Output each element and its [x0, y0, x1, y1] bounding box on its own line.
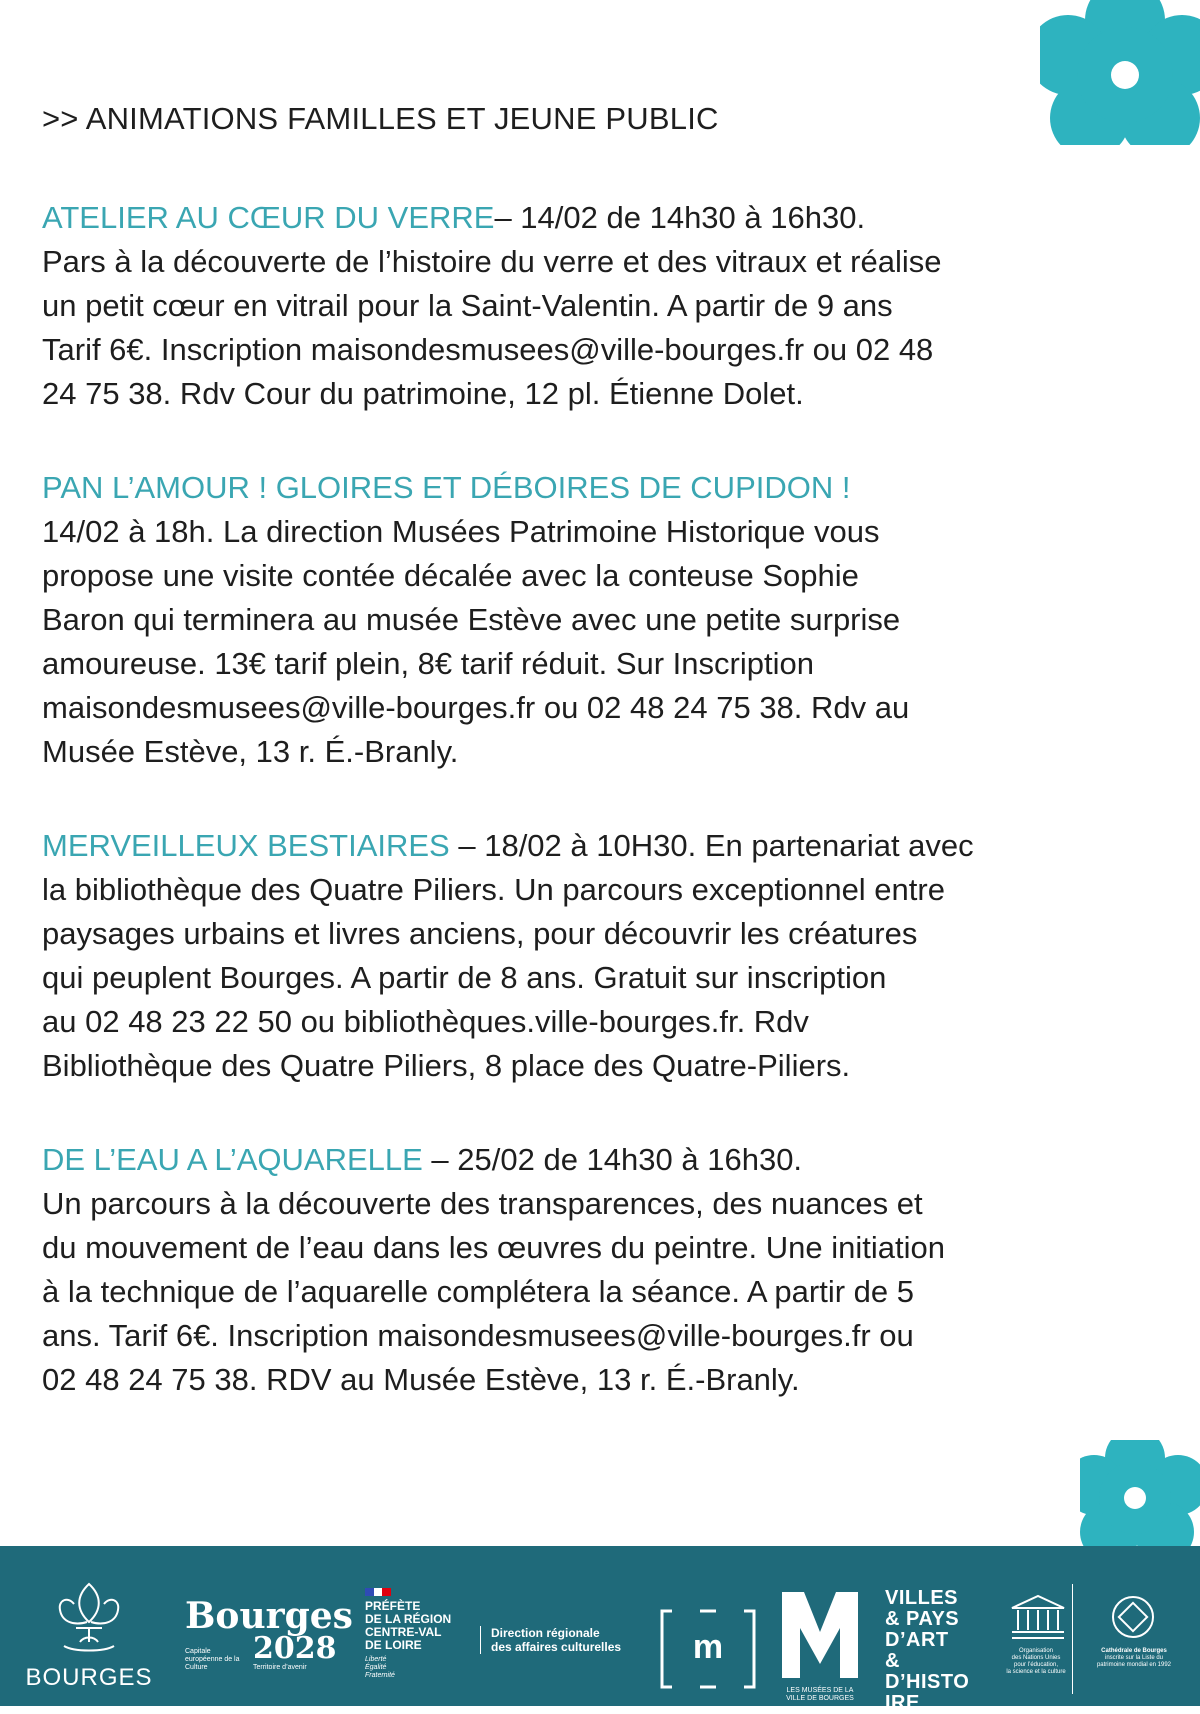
event-eau-aquarelle	[42, 1138, 1172, 1402]
event-text-line: Un parcours à la découverte des transparences, des nuances et	[42, 1186, 923, 1221]
event-atelier-verre	[42, 196, 1172, 416]
event-name: ATELIER AU CŒUR DU VERRE	[42, 200, 495, 235]
event-text-line: 24 75 38. Rdv Cour du patrimoine, 12 pl. Étienne Dolet.	[42, 376, 804, 411]
bourges-2028-word: Bourges	[185, 1595, 353, 1637]
event-text-line: du mouvement de l’eau dans les œuvres du peintre. Une initiation	[42, 1230, 945, 1265]
prefecture-line: DE LOIRE	[365, 1638, 422, 1652]
bourges-logo	[14, 1576, 164, 1696]
villes-line: VILLES	[885, 1587, 959, 1609]
drac-line: Direction régionale	[491, 1626, 600, 1640]
event-text-line: – 18/02 à 10H30. En partenariat avec	[449, 828, 974, 863]
event-text-line: Baron qui terminera au musée Estève avec une petite surprise	[42, 602, 901, 637]
event-text-line: qui peuplent Bourges. A partir de 8 ans. Gratuit sur inscription	[42, 960, 887, 995]
heritage-label: patrimoine mondial en 1992	[1096, 1662, 1172, 1668]
unesco-label: pour l’éducation,	[1013, 1662, 1059, 1668]
maison-des-musees-logo	[660, 1609, 756, 1689]
event-text-line: la bibliothèque des Quatre Piliers. Un parcours exceptionnel entre	[42, 872, 945, 907]
prefecture-line: CENTRE-VAL	[365, 1625, 442, 1639]
world-heritage-icon	[1110, 1594, 1156, 1640]
event-merveilleux-bestiaires	[42, 824, 1172, 1088]
villes-line: D’HISTO	[885, 1671, 970, 1693]
big-m-icon	[782, 1592, 858, 1678]
bourges-logo-label: BOURGES	[25, 1664, 153, 1691]
event-text-line: Tarif 6€. Inscription maisondesmusees@ville-bourges.fr ou 02 48	[42, 332, 934, 367]
bourges-2028-year: 2028	[253, 1631, 337, 1666]
unesco-label: la science et la culture	[1006, 1669, 1066, 1675]
flower-decoration-bottom	[1080, 1440, 1200, 1560]
prefecture-motto: Fraternité	[365, 1672, 395, 1679]
heritage-label: inscrite sur la Liste du	[1104, 1655, 1164, 1661]
bourges-2028-subcaption: Territoire d’avenir	[253, 1664, 307, 1671]
villes-line: IRE	[885, 1692, 920, 1714]
prefecture-motto: Liberté	[365, 1656, 387, 1663]
bourges-2028-caption: Capitale européenne de la Culture	[185, 1648, 240, 1671]
partner-logos-footer	[0, 1546, 1200, 1714]
event-text-line: à la technique de l’aquarelle complétera la séance. A partir de 5	[42, 1274, 915, 1309]
section-title: >> ANIMATIONS FAMILLES ET JEUNE PUBLIC	[42, 101, 719, 136]
event-text-line: un petit cœur en vitrail pour la Saint-Valentin. A partir de 9 ans	[42, 288, 893, 323]
event-text-line: paysages urbains et livres anciens, pour découvrir les créatures	[42, 916, 918, 951]
heritage-label: Cathédrale de Bourges	[1101, 1648, 1167, 1654]
musees-bourges-logo	[780, 1592, 860, 1702]
event-text-line: Pars à la découverte de l’histoire du verre et des vitraux et réalise	[42, 244, 942, 279]
content	[42, 92, 1172, 1452]
unesco-temple-icon	[1008, 1594, 1068, 1642]
french-flag-icon	[365, 1588, 391, 1596]
event-name: DE L’EAU A L’AQUARELLE	[42, 1142, 423, 1177]
event-name: MERVEILLEUX BESTIAIRES	[42, 828, 450, 863]
villes-line: D’ART &	[885, 1629, 949, 1672]
event-text-line: ans. Tarif 6€. Inscription maisondesmusees@ville-bourges.fr ou	[42, 1318, 914, 1353]
fleur-de-lys-icon	[54, 1576, 124, 1656]
villes-pays-art-histoire-logo	[885, 1587, 970, 1714]
unesco-label: des Nations Unies	[1011, 1655, 1061, 1661]
unesco-label: Organisation	[1018, 1648, 1054, 1654]
event-text-line: maisondesmusees@ville-bourges.fr ou 02 48 24 75 38. Rdv au	[42, 690, 910, 725]
bourges-2028-logo	[185, 1595, 353, 1688]
prefecture-line: PRÉFÈTE	[365, 1599, 421, 1613]
musees-bourges-label: VILLE DE BOURGES	[786, 1695, 854, 1702]
drac-line: des affaires culturelles	[491, 1640, 622, 1654]
villes-line: & PAYS	[885, 1608, 960, 1630]
event-text-line: propose une visite contée décalée avec la conteuse Sophie	[42, 558, 859, 593]
prefecture-motto: Égalité	[365, 1664, 387, 1671]
event-text-line: – 25/02 de 14h30 à 16h30.	[422, 1142, 803, 1177]
event-text-line: au 02 48 23 22 50 ou bibliothèques.ville-bourges.fr. Rdv	[42, 1004, 809, 1039]
prefecture-line: DE LA RÉGION	[365, 1612, 452, 1626]
event-text-line: 14/02 à 18h. La direction Musées Patrimoine Historique vous	[42, 514, 880, 549]
event-name: PAN L’AMOUR ! GLOIRES ET DÉBOIRES DE CUPIDON !	[42, 470, 851, 505]
event-text-line: amoureuse. 13€ tarif plein, 8€ tarif réduit. Sur Inscription	[42, 646, 814, 681]
drac-logo	[480, 1626, 651, 1654]
event-text-line: Musée Estève, 13 r. É.-Branly.	[42, 734, 459, 769]
musees-bourges-label: LES MUSÉES DE LA	[786, 1687, 854, 1694]
event-text-line: – 14/02 de 14h30 à 16h30.	[494, 200, 866, 235]
prefecture-logo	[365, 1588, 465, 1680]
maison-des-musees-letter: m	[692, 1628, 724, 1666]
event-pan-lamour	[42, 466, 1172, 774]
event-text-line: 02 48 24 75 38. RDV au Musée Estève, 13 r. É.-Branly.	[42, 1362, 800, 1397]
unesco-logo	[1000, 1584, 1190, 1694]
event-text-line: Bibliothèque des Quatre Piliers, 8 place des Quatre-Piliers.	[42, 1048, 851, 1083]
